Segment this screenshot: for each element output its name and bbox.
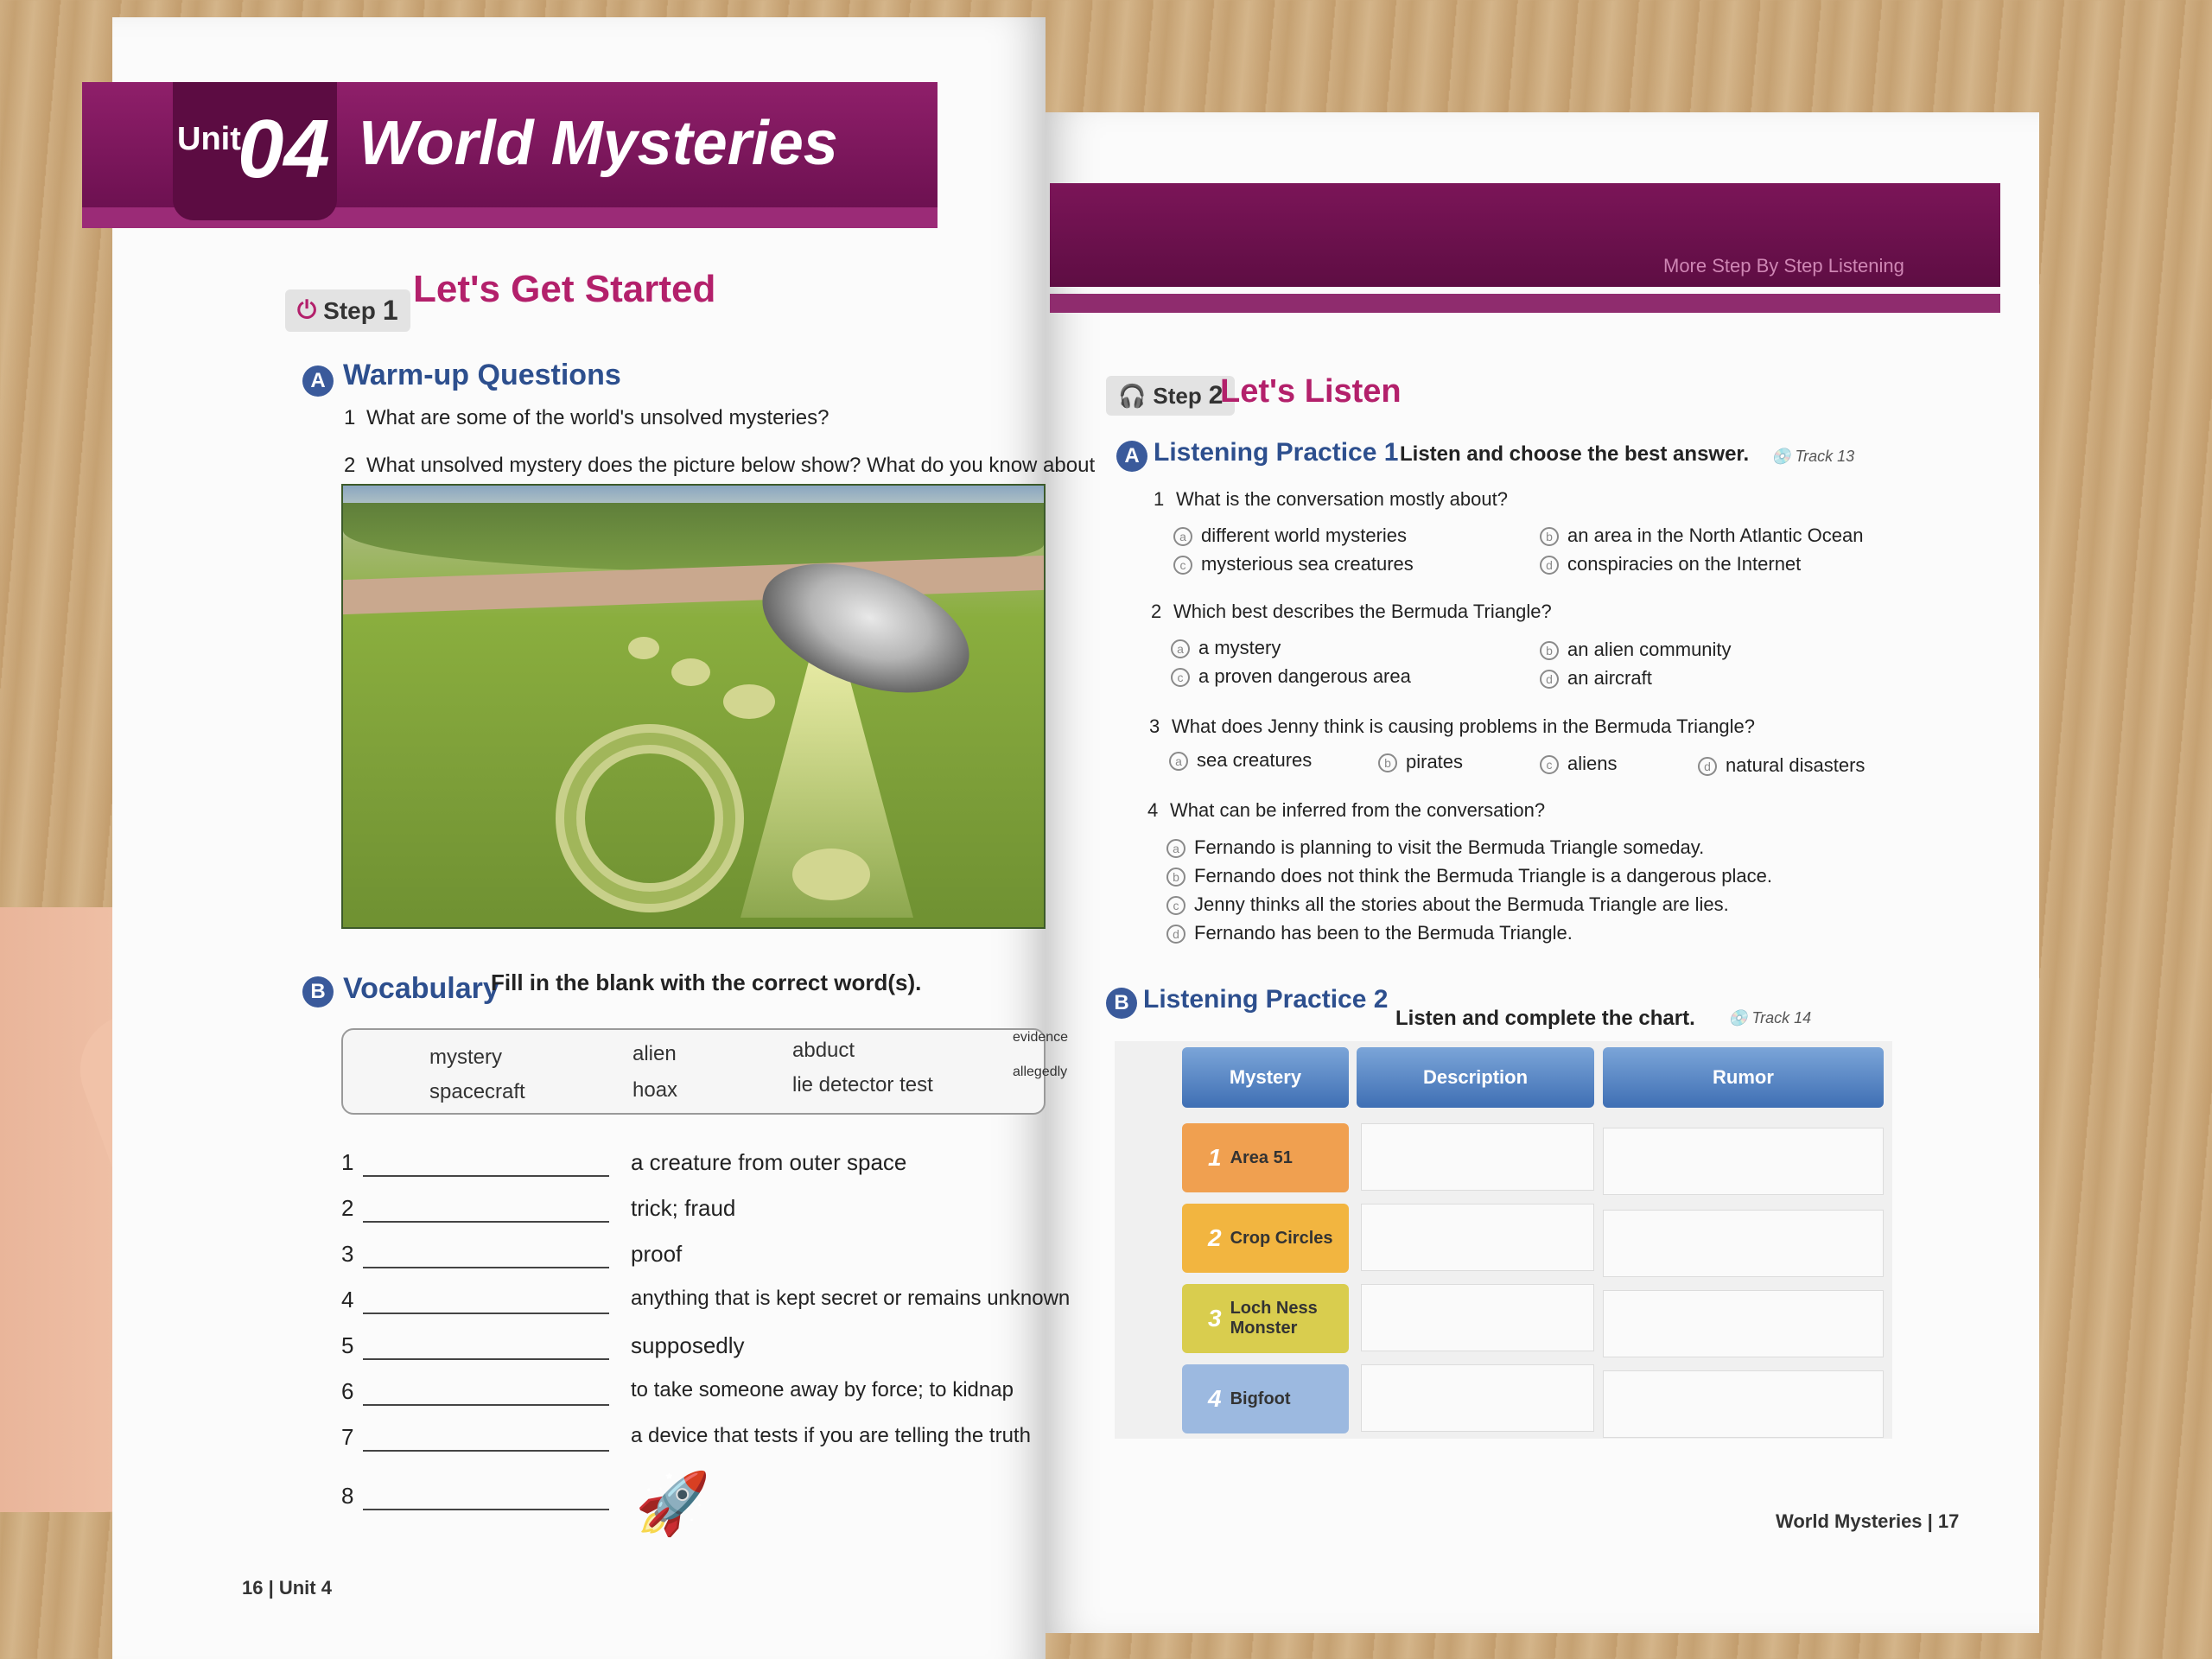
word-bank-item: evidence — [1013, 1030, 1069, 1045]
lp2-track: 💿 Track 14 — [1728, 1009, 1812, 1027]
chart-row-crop-circles: 2 Crop Circles — [1182, 1204, 1349, 1273]
answer-blank[interactable] — [363, 1175, 609, 1177]
lp2-instruction: Listen and complete the chart. — [1395, 1007, 1695, 1030]
lp1-q3-option-c[interactable]: c aliens — [1540, 753, 1617, 775]
lp1-q1-option-c[interactable]: c mysterious sea creatures — [1173, 553, 1414, 575]
lp1-q4-option-b[interactable]: b Fernando does not think the Bermuda Triangle is a dangerous place. — [1166, 865, 1772, 887]
step2-label: Step — [1153, 382, 1202, 409]
word-bank-item: allegedly — [1013, 1065, 1068, 1079]
chart-row-area51: 1 Area 51 — [1182, 1123, 1349, 1192]
step2-title: Let's Listen — [1220, 373, 1402, 410]
lp1-q3-option-b[interactable]: b pirates — [1378, 751, 1463, 773]
crop-dot — [792, 849, 870, 900]
answer-blank[interactable] — [363, 1358, 609, 1360]
description-cell[interactable] — [1361, 1204, 1594, 1271]
answer-blank[interactable] — [363, 1221, 609, 1223]
lp1-q2-option-b[interactable]: b an alien community — [1540, 639, 1732, 661]
unit-title: World Mysteries — [359, 109, 838, 178]
word-bank-item: hoax — [632, 1078, 678, 1102]
lp1-q3-option-d[interactable]: d natural disasters — [1698, 754, 1865, 777]
answer-blank[interactable] — [363, 1404, 609, 1406]
crop-circle-ufo-illustration — [341, 484, 1046, 929]
step1-number: 1 — [382, 295, 398, 326]
page-footer-left: 16 | Unit 4 — [242, 1577, 332, 1599]
page-footer-right: World Mysteries | 17 — [1776, 1510, 1960, 1532]
chart-header-rumor: Rumor — [1603, 1047, 1884, 1108]
vocab-title: Vocabulary — [343, 972, 499, 1005]
cd-icon: 💿 — [1728, 1009, 1748, 1027]
lp1-q4-option-d[interactable]: d Fernando has been to the Bermuda Triangle. — [1166, 922, 1573, 944]
cd-icon: 💿 — [1771, 448, 1791, 465]
headphones-icon: 🎧 — [1118, 382, 1147, 409]
warmup-letter: A — [302, 365, 334, 397]
crop-dot — [723, 684, 775, 719]
lp1-question-2: 2 Which best describes the Bermuda Triangle? — [1151, 601, 1552, 622]
lp1-q4-option-a[interactable]: a Fernando is planning to visit the Bermuda Triangle someday. — [1166, 836, 1704, 859]
lp1-instruction: Listen and choose the best answer. — [1400, 442, 1750, 466]
lp1-question-4: 4 What can be inferred from the conversation? — [1147, 799, 1546, 821]
crop-dot — [628, 637, 659, 659]
answer-blank[interactable] — [363, 1450, 609, 1452]
warmup-question-1: 1 What are some of the world's unsolved mysteries? — [344, 406, 830, 429]
chart-header-mystery: Mystery — [1182, 1047, 1349, 1108]
unit-label: Unit — [177, 121, 241, 157]
description-cell[interactable] — [1361, 1284, 1594, 1351]
step1-label: Step — [323, 296, 376, 324]
word-bank-item: abduct — [792, 1039, 855, 1062]
power-icon: ⏻ — [297, 296, 317, 323]
description-cell[interactable] — [1361, 1364, 1594, 1432]
rumor-cell[interactable] — [1603, 1370, 1884, 1438]
lp1-question-1: 1 What is the conversation mostly about? — [1154, 488, 1508, 510]
space-shuttle-icon: 🚀 — [635, 1470, 711, 1537]
lp1-q1-option-d[interactable]: d conspiracies on the Internet — [1540, 553, 1801, 575]
lp1-track: 💿 Track 13 — [1771, 448, 1855, 465]
warmup-title: Warm-up Questions — [343, 359, 621, 391]
lp1-q2-option-d[interactable]: d an aircraft — [1540, 667, 1652, 690]
description-cell[interactable] — [1361, 1123, 1594, 1191]
lp2-title: Listening Practice 2 — [1143, 985, 1389, 1014]
word-bank-item: spacecraft — [429, 1080, 525, 1103]
answer-blank[interactable] — [363, 1267, 609, 1268]
step2-pill — [1106, 376, 1235, 416]
warmup-question-2: 2 What unsolved mystery does the picture below show? What do you know about — [344, 454, 1096, 477]
lp1-title: Listening Practice 1 — [1154, 438, 1399, 467]
picture-crop-circle — [576, 745, 723, 892]
lp1-q1-option-b[interactable]: b an area in the North Atlantic Ocean — [1540, 524, 1863, 547]
word-bank — [341, 1028, 1069, 1115]
lp1-question-3: 3 What does Jenny think is causing problems in the Bermuda Triangle? — [1149, 715, 1756, 737]
word-bank-item: lie detector test — [792, 1073, 933, 1096]
chart-row-bigfoot: 4 Bigfoot — [1182, 1364, 1349, 1433]
step1-pill — [285, 289, 410, 332]
series-title: More Step By Step Listening — [1663, 255, 1904, 276]
answer-blank[interactable] — [363, 1509, 609, 1510]
vocab-letter: B — [302, 976, 334, 1007]
word-bank-item: mystery — [429, 1046, 502, 1069]
rumor-cell[interactable] — [1603, 1210, 1884, 1277]
step1-title: Let's Get Started — [413, 268, 716, 310]
lp1-q3-option-a[interactable]: a sea creatures — [1169, 749, 1312, 772]
vocab-instruction: Fill in the blank with the correct word(s). — [491, 969, 922, 995]
chart-header-description: Description — [1357, 1047, 1594, 1108]
rumor-cell[interactable] — [1603, 1128, 1884, 1195]
unit-number: 04 — [238, 103, 330, 195]
answer-blank[interactable] — [363, 1313, 609, 1314]
lp2-letter: B — [1106, 988, 1137, 1019]
chart-row-loch-ness: 3 Loch Ness Monster — [1182, 1284, 1349, 1353]
lp1-q2-option-a[interactable]: a a mystery — [1171, 637, 1281, 659]
lp1-letter: A — [1116, 441, 1147, 472]
rumor-cell[interactable] — [1603, 1290, 1884, 1357]
step2-number: 2 — [1208, 381, 1224, 410]
lp1-q4-option-c[interactable]: c Jenny thinks all the stories about the Bermuda Triangle are lies. — [1166, 893, 1729, 916]
word-bank-item: alien — [632, 1042, 677, 1065]
right-banner-stripe — [1050, 294, 2000, 313]
lp1-q1-option-a[interactable]: a different world mysteries — [1173, 524, 1407, 547]
lp1-q2-option-c[interactable]: c a proven dangerous area — [1171, 665, 1411, 688]
crop-dot — [671, 658, 710, 686]
